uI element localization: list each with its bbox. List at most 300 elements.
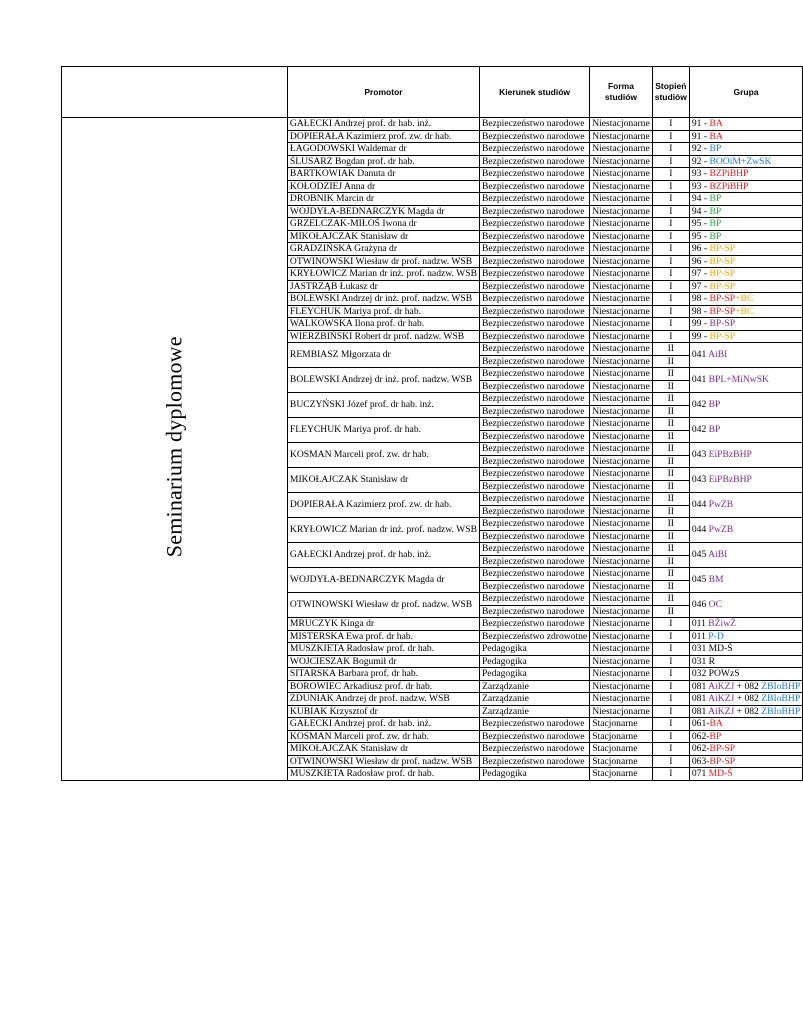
grupa-cell — [689, 255, 802, 268]
kierunek-cell: Bezpieczeństwo narodowe — [479, 230, 589, 243]
promotor-cell: WIERZBIŃSKI Robert dr prof. nadzw. WSB — [287, 330, 479, 343]
grupa-cell — [689, 180, 802, 193]
grupa-cell — [689, 268, 802, 281]
grupa-segment: BP — [709, 143, 722, 154]
promotor-cell: REMBIASZ Młgorzata dr — [287, 343, 479, 368]
grupa-cell — [689, 718, 802, 731]
kierunek-cell: Bezpieczeństwo narodowe — [479, 293, 589, 306]
grupa-segment: 99 - — [691, 318, 710, 329]
grupa-segment: 92 - — [691, 155, 710, 167]
stopien-cell: I — [652, 218, 689, 231]
grupa-segment: 063- — [691, 755, 710, 767]
stopien-cell: I — [652, 730, 689, 743]
grupa-segment: 93 - — [691, 168, 710, 179]
forma-cell: Niestacjonarne — [590, 568, 653, 581]
stopien-cell: I — [652, 668, 689, 681]
grupa-segment: 044 — [691, 524, 709, 536]
forma-cell: Niestacjonarne — [590, 305, 653, 318]
promotor-cell: GRZELCZAK-MIŁOŚ Iwona dr — [287, 218, 479, 231]
grupa-segment: 011 — [691, 630, 709, 642]
forma-cell: Stacjonarne — [590, 730, 653, 743]
grupa-segment: 043 — [691, 449, 709, 461]
grupa-cell — [689, 230, 802, 243]
grupa-cell — [689, 130, 802, 143]
promotor-cell: GAŁECKI Andrzej prof. dr hab. inż. — [287, 718, 479, 731]
promotor-cell: KOŁODZIEJ Anna dr — [287, 180, 479, 193]
grupa-segment: BP-SP — [709, 305, 736, 317]
promotor-cell: KRYŁOWICZ Marian dr inż. prof. nadzw. WSB — [287, 268, 479, 281]
promotor-cell: BOROWIEC Arkadiusz prof. dr hab. — [287, 680, 479, 693]
section-label: Seminarium dyplomowe — [161, 335, 187, 557]
stopien-cell: I — [652, 630, 689, 643]
forma-cell: Niestacjonarne — [590, 480, 653, 493]
stopien-cell: I — [652, 743, 689, 756]
forma-cell: Niestacjonarne — [590, 380, 653, 393]
grupa-segment: BP-SP — [709, 330, 736, 342]
forma-cell: Niestacjonarne — [590, 680, 653, 693]
grupa-cell — [689, 330, 802, 343]
promotor-cell: OTWINOWSKI Wiesław dr prof. nadzw. WSB — [287, 593, 479, 618]
forma-cell: Niestacjonarne — [590, 218, 653, 231]
promotor-cell: GAŁECKI Andrzej prof. dr hab. inż. — [287, 543, 479, 568]
stopien-cell: I — [652, 280, 689, 293]
grupa-segment: 046 — [691, 599, 709, 611]
grupa-cell — [689, 318, 802, 331]
forma-cell: Niestacjonarne — [590, 580, 653, 593]
forma-cell: Niestacjonarne — [590, 405, 653, 418]
forma-cell: Niestacjonarne — [590, 668, 653, 681]
header-kierunek: Kierunek studiów — [479, 67, 589, 118]
promotor-cell: ZDUNIAK Andrzej dr prof. nadzw. WSB — [287, 693, 479, 706]
grupa-cell — [689, 630, 802, 643]
promotor-cell: OTWINOWSKI Wiesław dr prof. nadzw. WSB — [287, 255, 479, 268]
header-row — [62, 67, 803, 118]
grupa-cell — [689, 543, 802, 568]
stopien-cell: I — [652, 293, 689, 306]
kierunek-cell: Bezpieczeństwo narodowe — [479, 430, 589, 443]
grupa-segment: 94 - — [691, 193, 710, 204]
kierunek-cell: Bezpieczeństwo narodowe — [479, 380, 589, 393]
stopien-cell: I — [652, 193, 689, 206]
grupa-cell — [689, 293, 802, 306]
grupa-segment: BP-SP — [709, 318, 736, 329]
grupa-segment: EiPBzBHP — [708, 474, 752, 486]
grupa-segment: 031 R — [691, 655, 716, 667]
grupa-cell — [689, 743, 802, 756]
stopien-cell: I — [652, 230, 689, 243]
stopien-cell: II — [652, 430, 689, 443]
forma-cell: Niestacjonarne — [590, 368, 653, 381]
kierunek-cell: Bezpieczeństwo narodowe — [479, 468, 589, 481]
kierunek-cell: Bezpieczeństwo narodowe — [479, 543, 589, 556]
grupa-cell — [689, 368, 802, 393]
kierunek-cell: Bezpieczeństwo narodowe — [479, 505, 589, 518]
grupa-segment: MD-Ś — [708, 768, 733, 779]
grupa-segment: ZBIoBHP — [761, 693, 801, 704]
grupa-cell — [689, 118, 802, 131]
forma-cell: Niestacjonarne — [590, 418, 653, 431]
grupa-cell — [689, 680, 802, 693]
grupa-segment: ZBIoBHP — [761, 680, 801, 692]
promotor-cell: MIKOŁAJCZAK Stanisław dr — [287, 468, 479, 493]
grupa-segment: 91 - — [691, 118, 710, 129]
kierunek-cell: Bezpieczeństwo narodowe — [479, 118, 589, 131]
grupa-segment: BŻiwŻ — [708, 618, 737, 629]
forma-cell: Niestacjonarne — [590, 618, 653, 631]
kierunek-cell: Bezpieczeństwo narodowe — [479, 755, 589, 768]
header-grupa: Grupa — [689, 67, 802, 118]
grupa-segment: BP-SP — [709, 293, 736, 304]
forma-cell: Niestacjonarne — [590, 230, 653, 243]
grupa-cell — [689, 705, 802, 718]
grupa-segment: + 082 — [734, 680, 762, 692]
grupa-cell — [689, 193, 802, 206]
grupa-cell — [689, 768, 802, 781]
promotor-cell: ŚLUSARZ Bogdan prof. dr hab. — [287, 155, 479, 168]
stopien-cell: I — [652, 130, 689, 143]
grupa-segment: P-D — [708, 630, 724, 642]
table-row — [62, 118, 803, 131]
stopien-cell: I — [652, 155, 689, 168]
stopien-cell: II — [652, 393, 689, 406]
kierunek-cell: Bezpieczeństwo narodowe — [479, 518, 589, 531]
forma-cell: Niestacjonarne — [590, 393, 653, 406]
kierunek-cell: Bezpieczeństwo narodowe — [479, 268, 589, 281]
grupa-cell — [689, 643, 802, 656]
forma-cell: Niestacjonarne — [590, 430, 653, 443]
forma-cell: Stacjonarne — [590, 718, 653, 731]
grupa-segment: 041 — [691, 374, 709, 386]
forma-cell: Niestacjonarne — [590, 205, 653, 218]
promotor-cell: WALKOWSKA Ilona prof. dr hab. — [287, 318, 479, 331]
stopien-cell: I — [652, 318, 689, 331]
stopien-cell: II — [652, 580, 689, 593]
grupa-segment: BP-SP — [709, 743, 736, 754]
grupa-cell — [689, 655, 802, 668]
promotor-cell: BUCZYŃSKI Józef prof. dr hab. inż. — [287, 393, 479, 418]
kierunek-cell: Bezpieczeństwo narodowe — [479, 168, 589, 181]
stopien-cell: I — [652, 243, 689, 256]
stopien-cell: II — [652, 593, 689, 606]
grupa-segment: 062- — [691, 730, 710, 742]
kierunek-cell: Bezpieczeństwo narodowe — [479, 718, 589, 731]
grupa-cell — [689, 305, 802, 318]
grupa-cell — [689, 618, 802, 631]
kierunek-cell: Bezpieczeństwo narodowe — [479, 143, 589, 156]
grupa-segment: 97 - — [691, 268, 710, 279]
promotor-cell: WOJDYŁA-BEDNARCZYK Magda dr — [287, 568, 479, 593]
forma-cell: Niestacjonarne — [590, 518, 653, 531]
kierunek-cell: Bezpieczeństwo narodowe — [479, 318, 589, 331]
grupa-segment: OC — [708, 599, 722, 611]
grupa-cell — [689, 168, 802, 181]
kierunek-cell: Bezpieczeństwo narodowe — [479, 343, 589, 356]
grupa-segment: AiKZJ — [708, 680, 735, 692]
kierunek-cell: Bezpieczeństwo narodowe — [479, 568, 589, 581]
promotor-cell: WOJDYŁA-BEDNARCZYK Magda dr — [287, 205, 479, 218]
kierunek-cell: Bezpieczeństwo narodowe — [479, 243, 589, 256]
kierunek-cell: Bezpieczeństwo narodowe — [479, 593, 589, 606]
promotor-cell: MRUCZYK Kinga dr — [287, 618, 479, 631]
promotor-cell: WOJCIESZAK Bogumił dr — [287, 655, 479, 668]
grupa-cell — [689, 730, 802, 743]
stopien-cell: I — [652, 718, 689, 731]
forma-cell: Niestacjonarne — [590, 180, 653, 193]
stopien-cell: II — [652, 380, 689, 393]
grupa-segment: 081 — [691, 705, 709, 717]
kierunek-cell: Bezpieczeństwo narodowe — [479, 580, 589, 593]
grupa-segment: BP — [709, 730, 722, 742]
grupa-segment: 043 — [691, 474, 709, 486]
forma-cell: Stacjonarne — [590, 743, 653, 756]
stopien-cell: I — [652, 205, 689, 218]
grupa-segment: +BC — [735, 293, 754, 304]
forma-cell: Niestacjonarne — [590, 143, 653, 156]
promotor-cell: BOLEWSKI Andrzej dr inż. prof. nadzw. WSB — [287, 293, 479, 306]
grupa-segment: 96 - — [691, 243, 710, 254]
forma-cell: Stacjonarne — [590, 755, 653, 768]
grupa-segment: 93 - — [691, 180, 710, 192]
stopien-cell: II — [652, 493, 689, 506]
grupa-segment: BP — [709, 230, 722, 242]
stopien-cell: II — [652, 518, 689, 531]
stopien-cell: I — [652, 643, 689, 656]
forma-cell: Niestacjonarne — [590, 605, 653, 618]
grupa-segment: 94 - — [691, 205, 710, 217]
grupa-cell — [689, 593, 802, 618]
grupa-segment: AiBI — [708, 349, 728, 361]
promotor-cell: MUSZKIETA Radosław prof. dr hab. — [287, 768, 479, 781]
kierunek-cell: Bezpieczeństwo narodowe — [479, 355, 589, 368]
forma-cell: Niestacjonarne — [590, 593, 653, 606]
grupa-segment: 061- — [691, 718, 710, 729]
stopien-cell: II — [652, 555, 689, 568]
grupa-segment: 96 - — [691, 255, 710, 267]
promotor-cell: DOPIERAŁA Kazimierz prof. zw. dr hab. — [287, 130, 479, 143]
grupa-cell — [689, 205, 802, 218]
forma-cell: Niestacjonarne — [590, 118, 653, 131]
grupa-cell — [689, 243, 802, 256]
stopien-cell: I — [652, 655, 689, 668]
kierunek-cell: Bezpieczeństwo narodowe — [479, 530, 589, 543]
grupa-segment: 044 — [691, 499, 709, 511]
stopien-cell: II — [652, 418, 689, 431]
grupa-cell — [689, 155, 802, 168]
grupa-segment: 042 — [691, 399, 709, 411]
grupa-segment: 062- — [691, 743, 710, 754]
kierunek-cell: Bezpieczeństwo zdrowotne — [479, 630, 589, 643]
stopien-cell: II — [652, 480, 689, 493]
stopien-cell: II — [652, 568, 689, 581]
grupa-segment: BP — [709, 218, 722, 229]
grupa-segment: BP-SP — [709, 280, 736, 292]
forma-cell: Niestacjonarne — [590, 193, 653, 206]
kierunek-cell: Bezpieczeństwo narodowe — [479, 405, 589, 418]
forma-cell: Niestacjonarne — [590, 243, 653, 256]
promotor-cell: GRADZIŃSKA Grażyna dr — [287, 243, 479, 256]
forma-cell: Niestacjonarne — [590, 543, 653, 556]
grupa-segment: BA — [709, 118, 723, 129]
grupa-cell — [689, 343, 802, 368]
grupa-cell — [689, 443, 802, 468]
grupa-segment: BP-SP — [709, 755, 736, 767]
stopien-cell: II — [652, 443, 689, 456]
stopien-cell: I — [652, 680, 689, 693]
grupa-segment: 081 — [691, 693, 709, 704]
forma-cell: Niestacjonarne — [590, 280, 653, 293]
forma-cell: Niestacjonarne — [590, 530, 653, 543]
stopien-cell: II — [652, 605, 689, 618]
grupa-segment: 92 - — [691, 143, 710, 154]
stopien-cell: I — [652, 305, 689, 318]
promotor-cell: MIKOŁAJCZAK Stanisław dr — [287, 743, 479, 756]
kierunek-cell: Bezpieczeństwo narodowe — [479, 130, 589, 143]
grupa-cell — [689, 143, 802, 156]
stopien-cell: I — [652, 693, 689, 706]
grupa-segment: 045 — [691, 574, 709, 586]
section-label-cell — [62, 118, 288, 781]
stopien-cell: I — [652, 755, 689, 768]
grupa-segment: 97 - — [691, 280, 710, 292]
seminar-table — [61, 66, 803, 781]
grupa-segment: AiBI — [708, 549, 728, 561]
grupa-segment: BP-SP — [709, 243, 736, 254]
kierunek-cell: Bezpieczeństwo narodowe — [479, 180, 589, 193]
promotor-cell: ŁAGODOWSKI Waldemar dr — [287, 143, 479, 156]
grupa-segment: 032 POWzS — [691, 668, 740, 679]
forma-cell: Niestacjonarne — [590, 705, 653, 718]
forma-cell: Niestacjonarne — [590, 630, 653, 643]
grupa-cell — [689, 493, 802, 518]
grupa-segment: 99 - — [691, 330, 710, 342]
kierunek-cell: Bezpieczeństwo narodowe — [479, 193, 589, 206]
promotor-cell: KUBIAK Krzysztof dr — [287, 705, 479, 718]
header-stopien: Stopień studiów — [652, 67, 689, 118]
grupa-segment: EiPBzBHP — [708, 449, 752, 461]
grupa-segment: 98 - — [691, 305, 710, 317]
stopien-cell: II — [652, 505, 689, 518]
kierunek-cell: Bezpieczeństwo narodowe — [479, 368, 589, 381]
forma-cell: Niestacjonarne — [590, 355, 653, 368]
forma-cell: Niestacjonarne — [590, 155, 653, 168]
grupa-cell — [689, 693, 802, 706]
forma-cell: Niestacjonarne — [590, 330, 653, 343]
stopien-cell: I — [652, 118, 689, 131]
grupa-segment: BP-SP — [709, 255, 736, 267]
promotor-cell: BOLEWSKI Andrzej dr inż. prof. nadzw. WSB — [287, 368, 479, 393]
grupa-segment: 95 - — [691, 230, 710, 242]
grupa-segment: 081 — [691, 680, 709, 692]
forma-cell: Stacjonarne — [590, 768, 653, 781]
grupa-segment: + 082 — [734, 705, 762, 717]
stopien-cell: II — [652, 368, 689, 381]
kierunek-cell: Bezpieczeństwo narodowe — [479, 743, 589, 756]
stopien-cell: I — [652, 143, 689, 156]
grupa-segment: 98 - — [691, 293, 710, 304]
grupa-segment: 91 - — [691, 130, 710, 142]
kierunek-cell: Pedagogika — [479, 668, 589, 681]
kierunek-cell: Bezpieczeństwo narodowe — [479, 605, 589, 618]
stopien-cell: II — [652, 468, 689, 481]
forma-cell: Niestacjonarne — [590, 693, 653, 706]
stopien-cell: I — [652, 768, 689, 781]
stopien-cell: II — [652, 343, 689, 356]
grupa-cell — [689, 393, 802, 418]
grupa-segment: BZPiBHP — [709, 168, 749, 179]
kierunek-cell: Bezpieczeństwo narodowe — [479, 255, 589, 268]
grupa-cell — [689, 568, 802, 593]
grupa-segment: BA — [709, 130, 723, 142]
kierunek-cell: Bezpieczeństwo narodowe — [479, 455, 589, 468]
promotor-cell: FLEYCHUK Mariya prof. dr hab. — [287, 305, 479, 318]
grupa-segment: BA — [709, 718, 723, 729]
forma-cell: Niestacjonarne — [590, 443, 653, 456]
grupa-segment: 031 MD-Ś — [691, 643, 733, 654]
grupa-segment: 041 — [691, 349, 709, 361]
grupa-cell — [689, 518, 802, 543]
grupa-segment: 045 — [691, 549, 709, 561]
promotor-cell: MISTERSKA Ewa prof. dr hab. — [287, 630, 479, 643]
header-forma: Forma studiów — [590, 67, 653, 118]
grupa-segment: +BC — [735, 305, 754, 317]
stopien-cell: I — [652, 168, 689, 181]
grupa-segment: 95 - — [691, 218, 710, 229]
grupa-segment: 042 — [691, 424, 709, 436]
grupa-segment: AiKZJ — [708, 705, 735, 717]
grupa-cell — [689, 668, 802, 681]
forma-cell: Niestacjonarne — [590, 655, 653, 668]
stopien-cell: II — [652, 543, 689, 556]
grupa-cell — [689, 218, 802, 231]
kierunek-cell: Pedagogika — [479, 643, 589, 656]
kierunek-cell: Pedagogika — [479, 655, 589, 668]
grupa-segment: + 082 — [734, 693, 762, 704]
promotor-cell: JASTRZĄB Łukasz dr — [287, 280, 479, 293]
promotor-cell: GAŁECKI Andrzej prof. dr hab. inż. — [287, 118, 479, 131]
kierunek-cell: Bezpieczeństwo narodowe — [479, 618, 589, 631]
promotor-cell: FLEYCHUK Mariya prof. dr hab. — [287, 418, 479, 443]
kierunek-cell: Bezpieczeństwo narodowe — [479, 280, 589, 293]
grupa-segment: AiKZJ — [708, 693, 735, 704]
kierunek-cell: Bezpieczeństwo narodowe — [479, 330, 589, 343]
grupa-segment: BP — [709, 193, 722, 204]
forma-cell: Niestacjonarne — [590, 455, 653, 468]
forma-cell: Niestacjonarne — [590, 318, 653, 331]
grupa-segment: BZPiBHP — [709, 180, 749, 192]
promotor-cell: OTWINOWSKI Wiesław dr prof. nadzw. WSB — [287, 755, 479, 768]
kierunek-cell: Bezpieczeństwo narodowe — [479, 493, 589, 506]
grupa-segment: BP-SP — [709, 268, 736, 279]
promotor-cell: KOSMAN Marceli prof. zw. dr hab. — [287, 443, 479, 468]
promotor-cell: KRYŁOWICZ Marian dr inż. prof. nadzw. WSB — [287, 518, 479, 543]
grupa-cell — [689, 280, 802, 293]
kierunek-cell: Bezpieczeństwo narodowe — [479, 305, 589, 318]
stopien-cell: I — [652, 268, 689, 281]
grupa-segment: 071 — [691, 768, 709, 779]
grupa-segment: BP — [708, 399, 721, 411]
stopien-cell: II — [652, 405, 689, 418]
grupa-segment: 011 — [691, 618, 709, 629]
forma-cell: Niestacjonarne — [590, 493, 653, 506]
header-corner — [62, 67, 288, 118]
table-body — [62, 118, 803, 781]
promotor-cell: KOSMAN Marceli prof. zw. dr hab. — [287, 730, 479, 743]
stopien-cell: I — [652, 330, 689, 343]
promotor-cell: BARTKOWIAK Danuta dr — [287, 168, 479, 181]
forma-cell: Niestacjonarne — [590, 293, 653, 306]
forma-cell: Niestacjonarne — [590, 168, 653, 181]
grupa-segment: BOOiM+ZwSK — [709, 155, 772, 167]
